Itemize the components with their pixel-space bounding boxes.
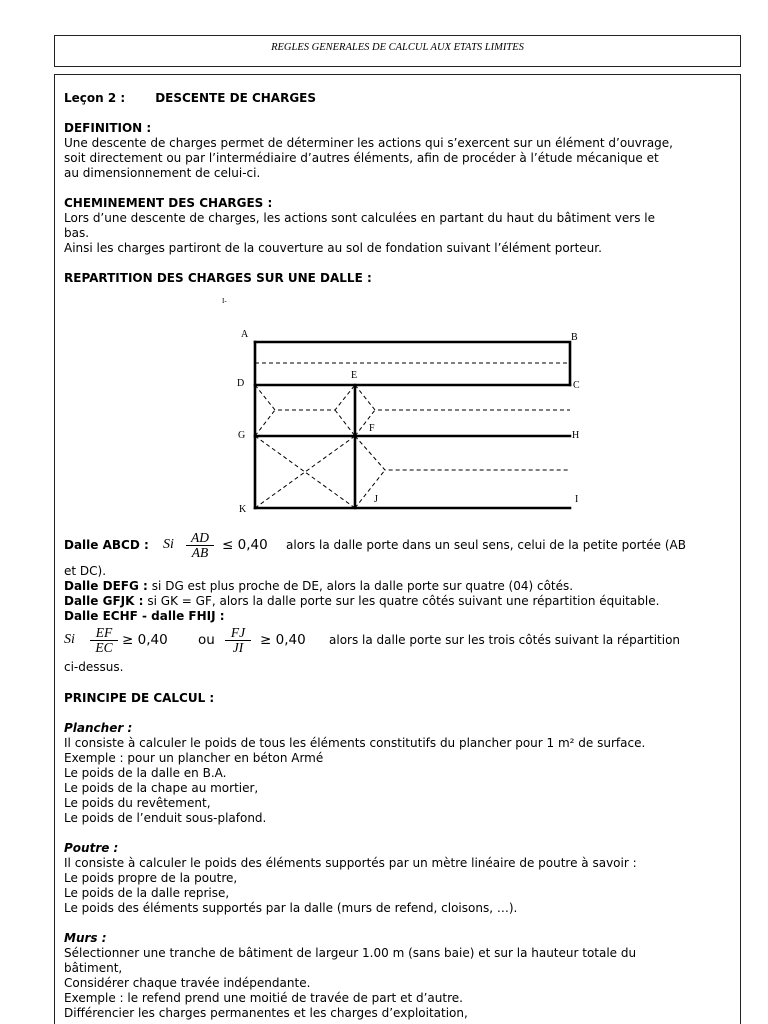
plancher-title: Plancher : [64, 720, 133, 735]
figure-marker: I- [222, 297, 227, 305]
intro-block [64, 91, 736, 286]
point-label-a: A [241, 329, 249, 340]
murs-line: Sélectionner une tranche de bâtiment de largeur 1.00 m (sans baie) et sur la hauteur totale du [64, 945, 637, 960]
spacer [64, 826, 736, 841]
slab-echf-load-lines [355, 385, 570, 436]
dalle-echf-fhij-text: alors la dalle porte sur les trois côtés suivant la répartition [329, 633, 681, 647]
point-label-j: J [374, 494, 378, 505]
definition-line: Une descente de charges permet de déterminer les actions qui s’exercent sur un élément d’ouvrage, [64, 136, 673, 150]
dalle-echf-fhij-formula-line [64, 625, 736, 655]
condition-value: ≤ 0,40 [222, 537, 268, 553]
fraction-denominator: EC [95, 640, 113, 655]
murs-line: Exemple : le refend prend une moitié de travée de part et d’autre. [64, 990, 463, 1005]
ratio-fj-ji [224, 625, 252, 655]
point-label-k: K [239, 504, 247, 515]
document-header-title: REGLES GENERALES DE CALCUL AUX ETATS LIMITES [271, 42, 524, 53]
point-label-f: F [369, 423, 375, 434]
cheminement-heading: CHEMINEMENT DES CHARGES : [64, 196, 273, 210]
murs-line: Considérer chaque travée indépendante. [64, 975, 311, 990]
dalle-gfjk-text: si GK = GF, alors la dalle porte sur les quatre côtés suivant une répartition équitable. [147, 593, 660, 608]
point-label-b: B [571, 332, 578, 343]
cheminement-line: bas. [64, 226, 90, 240]
definition-heading: DEFINITION : [64, 121, 152, 135]
dalle-gfjk-label: Dalle GFJK : [64, 593, 144, 608]
poutre-line: Le poids des éléments supportés par la dalle (murs de refend, cloisons, …). [64, 900, 518, 915]
point-label-h: H [572, 430, 580, 441]
si-symbol: Si [64, 632, 75, 647]
cheminement-line: Lors d’une descente de charges, les actions sont calculées en partant du haut du bâtiment vers le [64, 211, 655, 225]
point-label-e: E [351, 370, 358, 381]
plancher-line: Le poids du revêtement, [64, 795, 211, 810]
point-label-d: D [237, 378, 245, 389]
cheminement-line: Ainsi les charges partiront de la couverture au sol de fondation suivant l’élément porteur. [64, 241, 602, 255]
dalle-echf-fhij-continuation: ci-dessus. [64, 659, 124, 674]
repartition-heading: REPARTITION DES CHARGES SUR UNE DALLE : [64, 271, 372, 285]
condition-value: ≥ 0,40 [122, 632, 168, 648]
dalle-defg-text: si DG est plus proche de DE, alors la dalle porte sur quatre (04) côtés. [151, 578, 574, 593]
murs-title: Murs : [64, 930, 107, 945]
poutre-title: Poutre : [64, 840, 119, 855]
si-symbol: Si [163, 537, 174, 552]
or-word: ou [198, 632, 215, 648]
spacer [64, 106, 736, 121]
poutre-line: Il consiste à calculer le poids des éléments supportés par un mètre linéaire de poutre à savoir : [64, 855, 637, 870]
dalle-abcd-label: Dalle ABCD : [64, 538, 149, 552]
dalle-echf-fhij-label: Dalle ECHF - dalle FHIJ : [64, 608, 225, 623]
lesson-title: DESCENTE DE CHARGES [155, 91, 317, 105]
principe-heading: PRINCIPE DE CALCUL : [64, 690, 215, 705]
poutre-line: Le poids de la dalle reprise, [64, 885, 230, 900]
slab-defg-load-lines [255, 385, 355, 436]
spacer [64, 181, 736, 196]
murs-line: Différencier les charges permanentes et les charges d’exploitation, [64, 1005, 468, 1020]
murs-line: bâtiment, [64, 960, 123, 975]
fraction-numerator: FJ [230, 625, 246, 640]
dalle-defg-rule [64, 579, 736, 594]
dalle-echf-fhij-continuation-block [64, 660, 736, 675]
fraction-denominator: JI [232, 640, 244, 655]
ratio-ef-ec [89, 625, 119, 655]
plancher-line: Il consiste à calculer le poids de tous les éléments constitutifs du plancher pour 1 m² de surface. [64, 735, 646, 750]
point-label-g: G [238, 430, 246, 441]
spacer [64, 706, 736, 721]
poutre-line: Le poids propre de la poutre, [64, 870, 238, 885]
slab-gfjk-load-lines [255, 436, 355, 508]
spacer [64, 256, 736, 271]
definition-line: au dimensionnement de celui-ci. [64, 166, 261, 180]
plancher-line: Le poids de la chape au mortier, [64, 780, 259, 795]
dalle-gfjk-rule [64, 594, 736, 609]
fraction-numerator: EF [95, 625, 113, 640]
slab-fhij-load-lines [355, 436, 570, 508]
principe-block [64, 691, 736, 1021]
slab-rules-block [64, 564, 736, 624]
dalle-defg-label: Dalle DEFG : [64, 578, 148, 593]
dalle-abcd-continuation: et DC). [64, 563, 107, 578]
header-box [54, 35, 741, 67]
fraction-numerator: AD [191, 530, 209, 545]
definition-line: soit directement ou par l’intermédiaire d’autres éléments, afin de procéder à l’étude mécanique et [64, 151, 659, 165]
dalle-abcd-text: alors la dalle porte dans un seul sens, celui de la petite portée (AB [286, 538, 686, 552]
spacer [64, 916, 736, 931]
dalle-abcd-formula-line [64, 530, 736, 560]
ratio-ad-ab [185, 530, 215, 560]
condition-value: ≥ 0,40 [260, 632, 306, 648]
plancher-line: Exemple : pour un plancher en béton Armé [64, 750, 324, 765]
lesson-heading [64, 91, 736, 106]
fraction-denominator: AB [191, 545, 209, 560]
point-label-i: I [575, 494, 579, 505]
point-label-c: C [573, 380, 580, 391]
plancher-line: Le poids de la dalle en B.A. [64, 765, 227, 780]
lesson-label: Leçon 2 : [64, 91, 126, 105]
plancher-line: Le poids de l’enduit sous-plafond. [64, 810, 267, 825]
slab-distribution-diagram [230, 325, 590, 520]
